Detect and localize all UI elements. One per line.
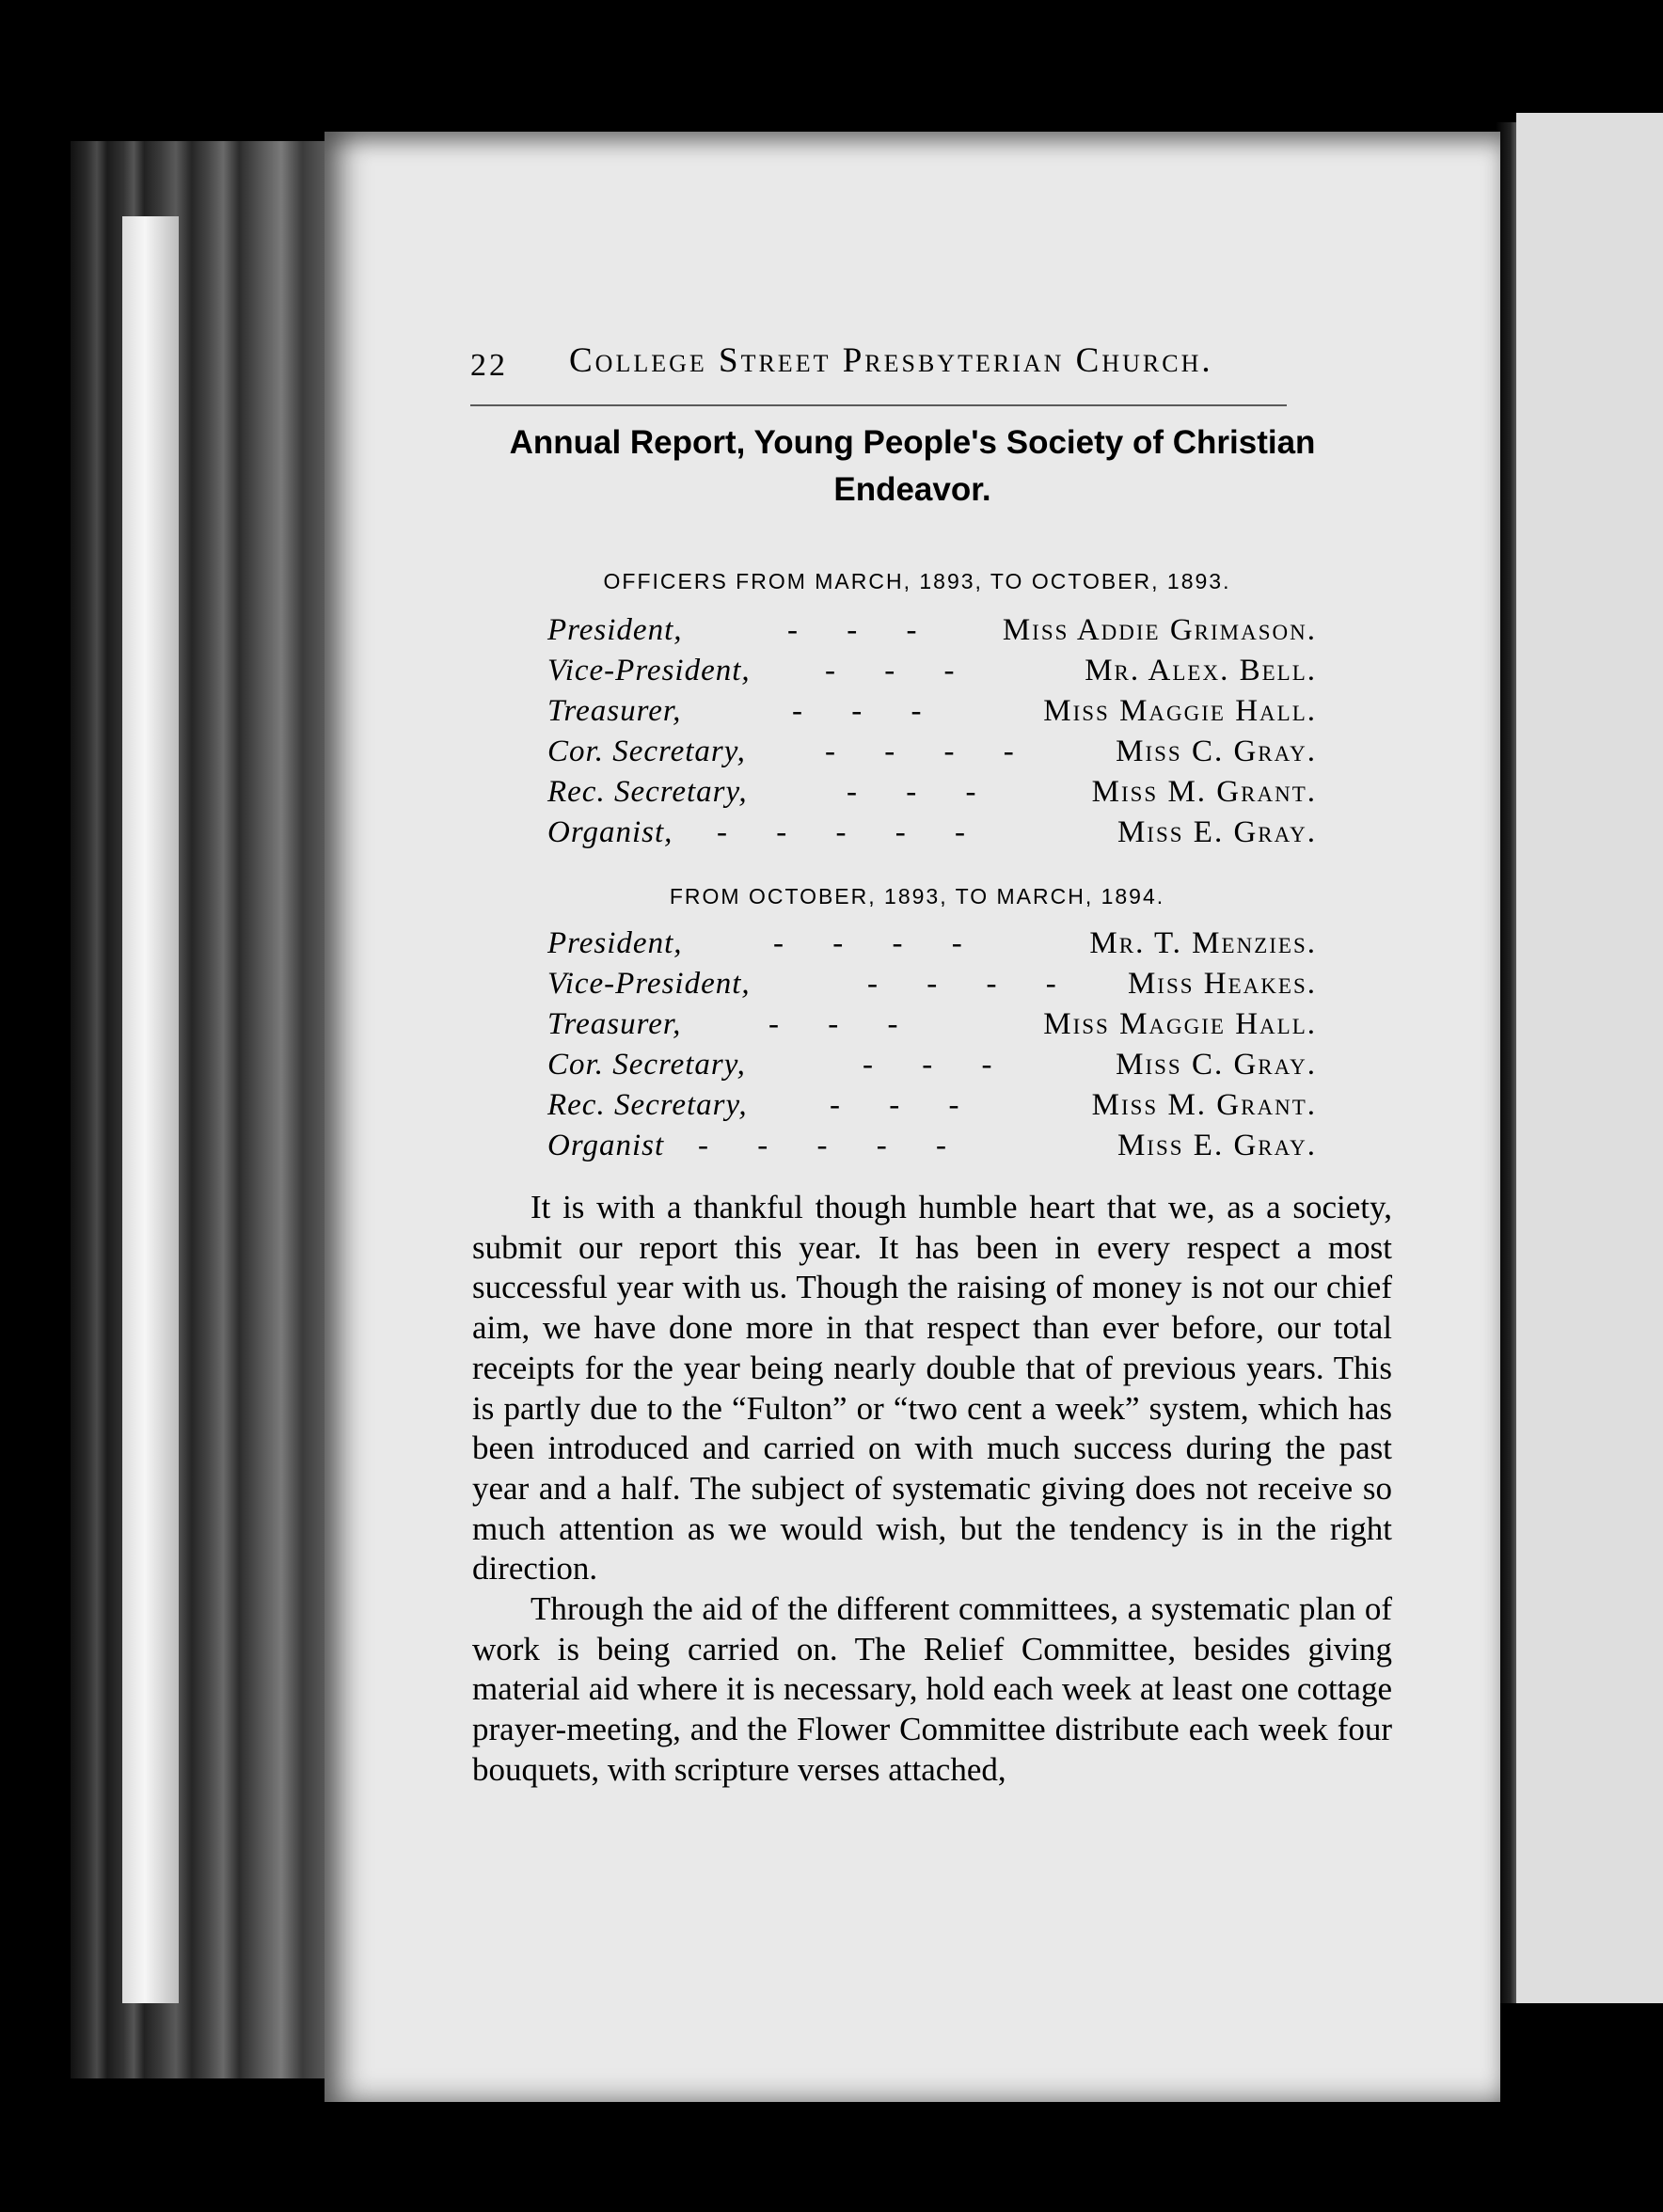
officer-name: Miss M. Grant. — [1091, 775, 1317, 809]
officer-role: Treasurer, — [547, 694, 682, 728]
leader-dashes: - - - — [768, 1007, 919, 1041]
officer-row — [547, 735, 1317, 775]
officer-name: Mr. T. Menzies. — [1089, 926, 1317, 960]
officer-role: Rec. Secretary, — [547, 1088, 748, 1122]
officer-row — [547, 775, 1317, 815]
book-page-edges — [71, 141, 334, 2078]
officer-row — [547, 1088, 1317, 1129]
paragraph: Through the aid of the different committees, a systematic plan of work is being carried on. The Relief Committee, besides giving material aid where it is necessary, hold each week at least one cottage prayer-meeting, and the Flower Committee distribute each week four bouquets, with scripture verses attached, — [472, 1590, 1392, 1788]
leader-dashes: - - - — [830, 1088, 980, 1122]
officer-row — [547, 694, 1317, 735]
officer-role: President, — [547, 926, 683, 960]
header-rule — [470, 404, 1287, 406]
officer-row — [547, 1129, 1317, 1169]
officer-role: Organist, — [547, 815, 673, 849]
officer-row — [547, 613, 1317, 654]
leader-dashes: - - - — [847, 775, 997, 809]
officer-role: President, — [547, 613, 683, 647]
officers-heading-1: OFFICERS FROM MARCH, 1893, TO OCTOBER, 1893. — [603, 569, 1231, 593]
leader-dashes: - - - — [787, 613, 938, 647]
officer-role: Vice-President, — [547, 967, 751, 1001]
officers-list-2 — [547, 926, 1317, 1169]
leader-dashes: - - - - — [773, 926, 983, 960]
book-page-edge-strip — [122, 216, 179, 2003]
officer-name: Miss Maggie Hall. — [1043, 1007, 1317, 1041]
officer-role: Vice-President, — [547, 654, 751, 687]
report-title: Annual Report, Young People's Society of Christian Endeavor. — [509, 424, 1316, 508]
running-title: College Street Presbyterian Church. — [569, 341, 1213, 380]
officers-heading-2: FROM OCTOBER, 1893, TO MARCH, 1894. — [669, 884, 1165, 908]
officer-name: Miss M. Grant. — [1091, 1088, 1317, 1122]
officer-row — [547, 654, 1317, 694]
officer-row — [547, 815, 1317, 856]
officer-role: Cor. Secretary, — [547, 1048, 746, 1082]
report-body — [472, 1188, 1392, 1791]
page-number: 22 — [470, 348, 508, 383]
officer-name: Mr. Alex. Bell. — [1085, 654, 1317, 687]
facing-page-slice — [1516, 113, 1663, 2003]
leader-dashes: - - - — [825, 654, 975, 687]
officer-name: Miss Maggie Hall. — [1043, 694, 1317, 728]
officer-role: Treasurer, — [547, 1007, 682, 1041]
officer-name: Miss C. Gray. — [1116, 1048, 1317, 1082]
leader-dashes: - - - - - — [698, 1129, 967, 1162]
officer-row — [547, 1048, 1317, 1088]
officer-role: Cor. Secretary, — [547, 735, 746, 768]
officer-name: Miss E. Gray. — [1117, 815, 1317, 849]
officer-name: Miss Heakes. — [1127, 967, 1317, 1001]
leader-dashes: - - - — [863, 1048, 1013, 1082]
officer-role: Rec. Secretary, — [547, 775, 748, 809]
paragraph: It is with a thankful though humble heart that we, as a society, submit our report this year. It has been in every respect a most successful year with us. Though the raising of money is not our chief aim, we have done more in that respect than ever before, our total receipts for the year being nearly double that of previous years. This is partly due to the “Fulton” or “two cent a week” system, which has been introduced and carried on with much success during the past year and a half. The subject of systematic giving does not receive so much attention as we would wish, but the tendency is in the right direction. — [472, 1189, 1392, 1588]
officer-name: Miss Addie Grimason. — [1002, 613, 1317, 647]
leader-dashes: - - - - - — [717, 815, 986, 849]
officer-name: Miss E. Gray. — [1117, 1129, 1317, 1162]
officer-role: Organist — [547, 1129, 665, 1162]
officer-row — [547, 926, 1317, 967]
leader-dashes: - - - - — [867, 967, 1077, 1001]
leader-dashes: - - - - — [825, 735, 1035, 768]
officer-row — [547, 1007, 1317, 1048]
officers-list-1 — [547, 613, 1317, 856]
officer-name: Miss C. Gray. — [1116, 735, 1317, 768]
leader-dashes: - - - — [792, 694, 942, 728]
officer-row — [547, 967, 1317, 1007]
